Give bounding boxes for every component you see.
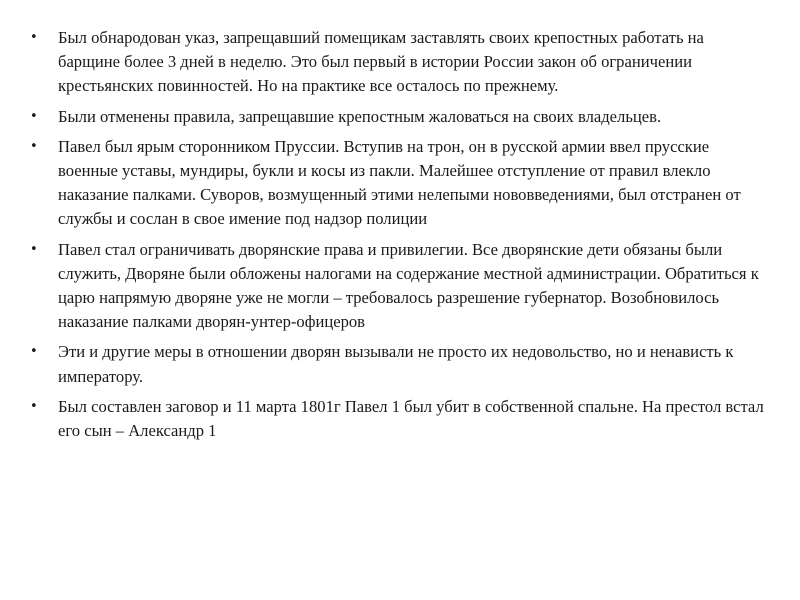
bullet-text: Был составлен заговор и 11 марта 1801г Павел 1 был убит в собственной спальне. На престол встал его сын – Александр 1: [58, 396, 764, 441]
bullet-icon: •: [30, 30, 38, 45]
bullet-item: [30, 105, 770, 129]
bullet-icon: •: [30, 344, 38, 360]
bullet-text: Был обнародован указ, запрещавший помещикам заставлять своих крепостных работать на барщине более 3 дней в неделю. Это был первый в истории России закон об ограничении крестьянских повинностей. Но на практике все осталось по прежнему.: [58, 28, 704, 96]
bullet-item: [30, 26, 770, 99]
bullet-list: [30, 26, 770, 449]
bullet-item: [30, 395, 770, 443]
bullet-item: [30, 340, 770, 388]
bullet-icon: •: [30, 108, 38, 124]
bullet-text: Павел стал ограничивать дворянские права и привилегии. Все дворянские дети обязаны были служить, Дворяне были обложены налогами на содержание местной администрации. Обратиться к царю напрямую дворяне уже не могли – требовалось разрешение губернатор. Возобновилось наказание палками дворян-унтер-офицеров: [58, 239, 759, 332]
bullet-icon: •: [30, 398, 38, 414]
bullet-text: Были отменены правила, запрещавшие крепостным жаловаться на своих владельцев.: [58, 106, 662, 126]
bullet-icon: •: [30, 138, 38, 154]
bullet-item: [30, 238, 770, 335]
bullet-text: Павел был ярым сторонником Пруссии. Вступив на трон, он в русской армии ввел прусские военные уставы, мундиры, букли и косы из пакли. Малейшее отступление от правил влекло наказание палками. Суворов, возмущенный этими нелепыми нововведениями, был отстранен от службы и сослан в свое имение под надзор полиции: [58, 136, 741, 229]
bullet-item: [30, 135, 770, 232]
bullet-icon: •: [30, 241, 38, 257]
bullet-text: Эти и другие меры в отношении дворян вызывали не просто их недовольство, но и ненависть к императору.: [58, 342, 734, 386]
